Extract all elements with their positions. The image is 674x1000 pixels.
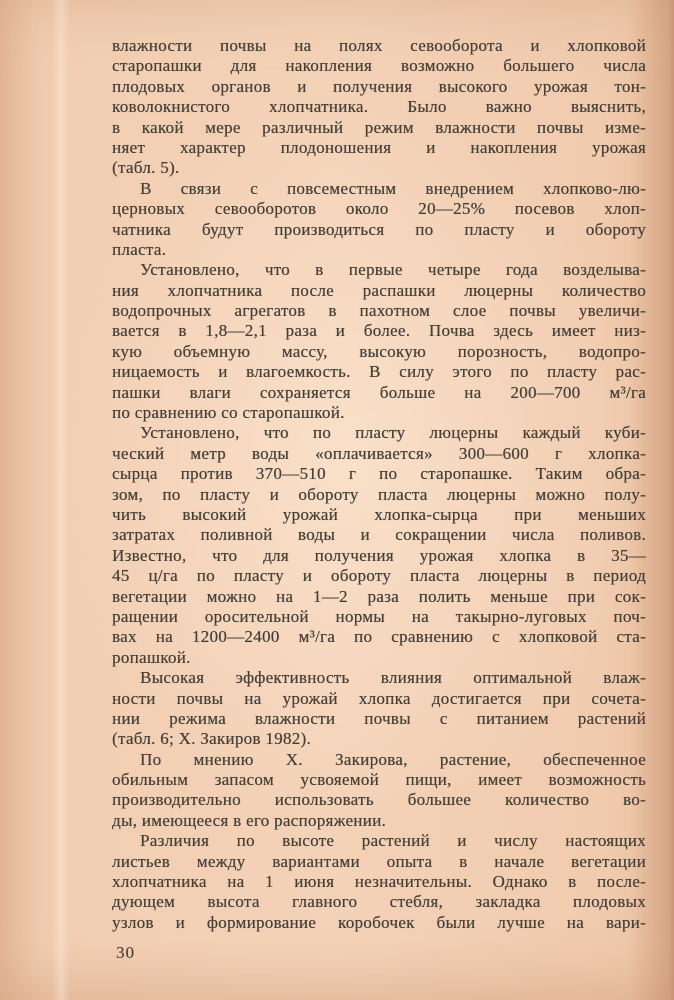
text-line: пласта.	[112, 239, 167, 259]
text-line: плодовых органов и получения высокого урожая тон-	[112, 76, 646, 96]
text-line: (табл. 5).	[112, 158, 180, 178]
text-line: (табл. 6; Х. Закиров 1982).	[112, 729, 312, 749]
text-line: 45 ц/га по пласту и обороту пласта люцерны в период	[112, 566, 646, 586]
text-line: ния хлопчатника после распашки люцерны количество	[112, 280, 646, 300]
text-line: ды, имеющееся в его распоряжении.	[112, 810, 387, 830]
page-text-block	[112, 36, 646, 933]
text-line: кую объемную массу, высокую порозность, водопро-	[112, 341, 646, 361]
text-line: производительно использовать большее количество во-	[112, 790, 646, 810]
text-line: водопрочных агрегатов в пахотном слое почвы увеличи-	[112, 301, 646, 321]
text-line: чатника будут производиться по пласту и обороту	[112, 219, 646, 239]
text-line: По мнению Х. Закирова, растение, обеспеченное	[140, 749, 646, 769]
text-line: в какой мере различный режим влажности почвы изме-	[112, 117, 646, 137]
text-line: листьев между вариантами опыта в начале вегетации	[112, 851, 646, 871]
text-line: нии режима влажности почвы с питанием растений	[112, 708, 646, 728]
text-line: ропашкой.	[112, 647, 191, 667]
text-line: дующем высота главного стебля, закладка плодовых	[112, 892, 646, 912]
page-number: 30	[116, 943, 135, 962]
text-line: церновых севооборотов около 20—25% посевов хлоп-	[112, 199, 646, 219]
text-line: коволокнистого хлопчатника. Было важно выяснить,	[112, 97, 646, 117]
text-line: ращении оросительной нормы на такырно-луговых поч-	[112, 606, 646, 626]
text-line: Установлено, что по пласту люцерны каждый куби-	[140, 423, 646, 443]
text-line: Высокая эффективность влияния оптимальной влаж-	[140, 668, 646, 688]
text-line: вегетации можно на 1—2 раза полить меньше при сок-	[112, 586, 646, 606]
text-line: вах на 1200—2400 м³/га по сравнению с хлопковой ста-	[112, 627, 646, 647]
text-line: В связи с повсеместным внедрением хлопково-лю-	[140, 178, 646, 198]
text-line: затратах поливной воды и сокращении числа поливов.	[112, 525, 646, 545]
text-line: старопашки для накопления возможно большего числа	[112, 56, 646, 76]
text-line: зом, по пласту и обороту пласта люцерны можно полу-	[112, 484, 646, 504]
text-line: сырца против 370—510 г по старопашке. Таким обра-	[112, 464, 646, 484]
text-line: ности почвы на урожай хлопка достигается при сочета-	[112, 688, 646, 708]
text-line: ницаемость и влагоемкость. В силу этого по пласту рас-	[112, 362, 646, 382]
text-line: пашки влаги сохраняется больше на 200—700 м³/га	[112, 382, 646, 402]
text-line: влажности почвы на полях севооборота и хлопковой	[112, 36, 646, 55]
text-line: Установлено, что в первые четыре года возделыва-	[140, 260, 646, 280]
text-line: узлов и формирование коробочек были лучше на вари-	[112, 912, 646, 932]
text-line: ческий метр воды «оплачивается» 300—600 г хлопка-	[112, 443, 646, 463]
text-line: чить высокий урожай хлопка-сырца при меньших	[112, 504, 646, 524]
text-line: вается в 1,8—2,1 раза и более. Почва здесь имеет низ-	[112, 321, 646, 341]
text-line: няет характер плодоношения и накопления урожая	[112, 137, 646, 157]
text-line: обильным запасом усвояемой пищи, имеет возможность	[112, 770, 646, 790]
text-line: Различия по высоте растений и числу настоящих	[140, 831, 646, 851]
text-line: по сравнению со старопашкой.	[112, 403, 345, 423]
text-line: Известно, что для получения урожая хлопка в 35—	[112, 545, 646, 565]
text-line: хлопчатника на 1 июня незначительны. Однако в после-	[112, 872, 646, 892]
